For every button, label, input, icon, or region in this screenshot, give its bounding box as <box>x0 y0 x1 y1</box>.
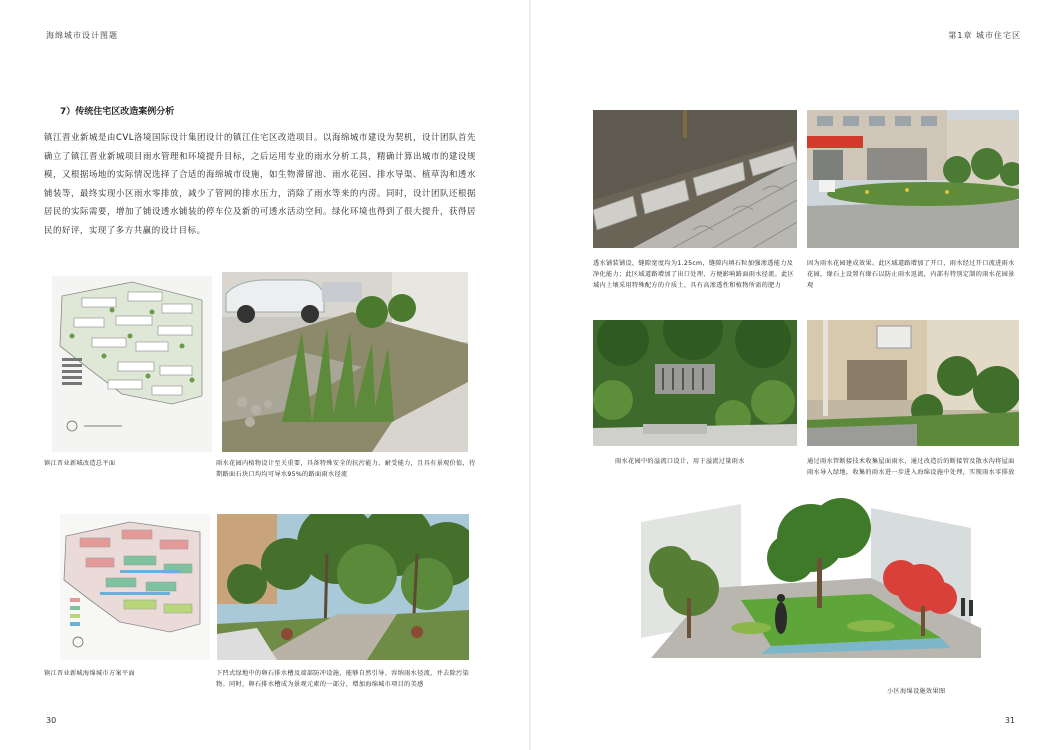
site-plan-before-image <box>52 276 212 452</box>
left-page <box>0 0 530 750</box>
caption-plan-before: 镇江晋业新城改造总平面 <box>44 460 116 467</box>
right-page <box>531 0 1061 750</box>
caption-curb-paving: 透水铺装铺设，缝隙宽度均为1.25cm，缝隙内填石粒加强渗透能力及净化能力；此区域道路增加了出口处理，方便影响路面雨水径流。此区域内土壤采用特殊配方的介质土，具有高渗透性和植物所需的肥力 <box>593 260 795 289</box>
caption-gravel-channel: 下凹式绿地中的卵石排水槽及端部防冲设施，能够自然引导、容纳雨水径流，并去除污染物。同时，卵石排水槽成为景观元素的一部分，增加海绵城市项目的美感 <box>216 670 470 688</box>
caption-plan-sponge: 镇江晋业新城海绵城市方案平面 <box>44 670 135 677</box>
caption-rendering: 小区海绵设施效果图 <box>887 688 946 695</box>
site-plan-sponge-image <box>60 514 210 660</box>
caption-downspout: 通过雨水管断接技术收集屋面雨水，通过改造后的断接管及散水沟将屋面雨水导入绿地，收集的雨水进一步进入海绵设施中处理，实现雨水零排放 <box>807 458 1015 476</box>
curb-paving-image <box>593 110 797 248</box>
drain-inlet-image <box>593 320 797 446</box>
section-title: 7）传统住宅区改造案例分析 <box>60 107 175 117</box>
rain-garden-image <box>222 272 468 452</box>
downspout-image <box>807 320 1019 446</box>
right-folio: 31 <box>1004 716 1015 725</box>
left-running-title: 海绵城市设计图题 <box>46 31 118 40</box>
caption-rain-garden: 雨水花园内植物设计至关重要，具备特殊安全的抗污能力、耐受能力，且具有景观价值，待期路面石块口均均可导水95%的路面雨水径流 <box>216 460 476 478</box>
shop-garden-image <box>807 110 1019 248</box>
left-folio: 30 <box>46 716 57 725</box>
caption-drain-inlet: 雨水花园中的溢流口设计，用于溢流过量雨水 <box>615 458 745 465</box>
gravel-channel-image <box>217 514 469 660</box>
right-running-title: 第1章 城市住宅区 <box>948 31 1021 40</box>
caption-shop-garden: 固为雨水花园建成效果。此区域道路增加了开口，雨水经过开口流进雨水花园，缘石上设置有缘石以防止雨水返流，内部有特别定制的雨水花园景观 <box>807 260 1015 289</box>
section-body: 镇江晋业新城是由CVL洛境国际设计集团设计的镇江住宅区改造项目。以海绵城市建设为契机，设计团队首先确立了镇江晋业新城项目雨水管理和环境提升目标，之后运用专业的雨水分析工具，精确计算出城市的建设规模，又根据场地的实际情况选择了合适的海绵城市设施，如生物滞留池、雨水花园、排水导渠、植草沟和透水铺装等，最终实现小区雨水零排放，减少了管网的排水压力，消除了雨水等来的内涝。同时，设计团队还根据居民的实际需要，增加了铺设透水铺装的停车位及新的可透水活动空间。绿化环境也得到了很大提升，获得居民的好评，实现了多方共赢的设计目标。 <box>44 132 476 235</box>
courtyard-rendering-image <box>621 498 999 664</box>
